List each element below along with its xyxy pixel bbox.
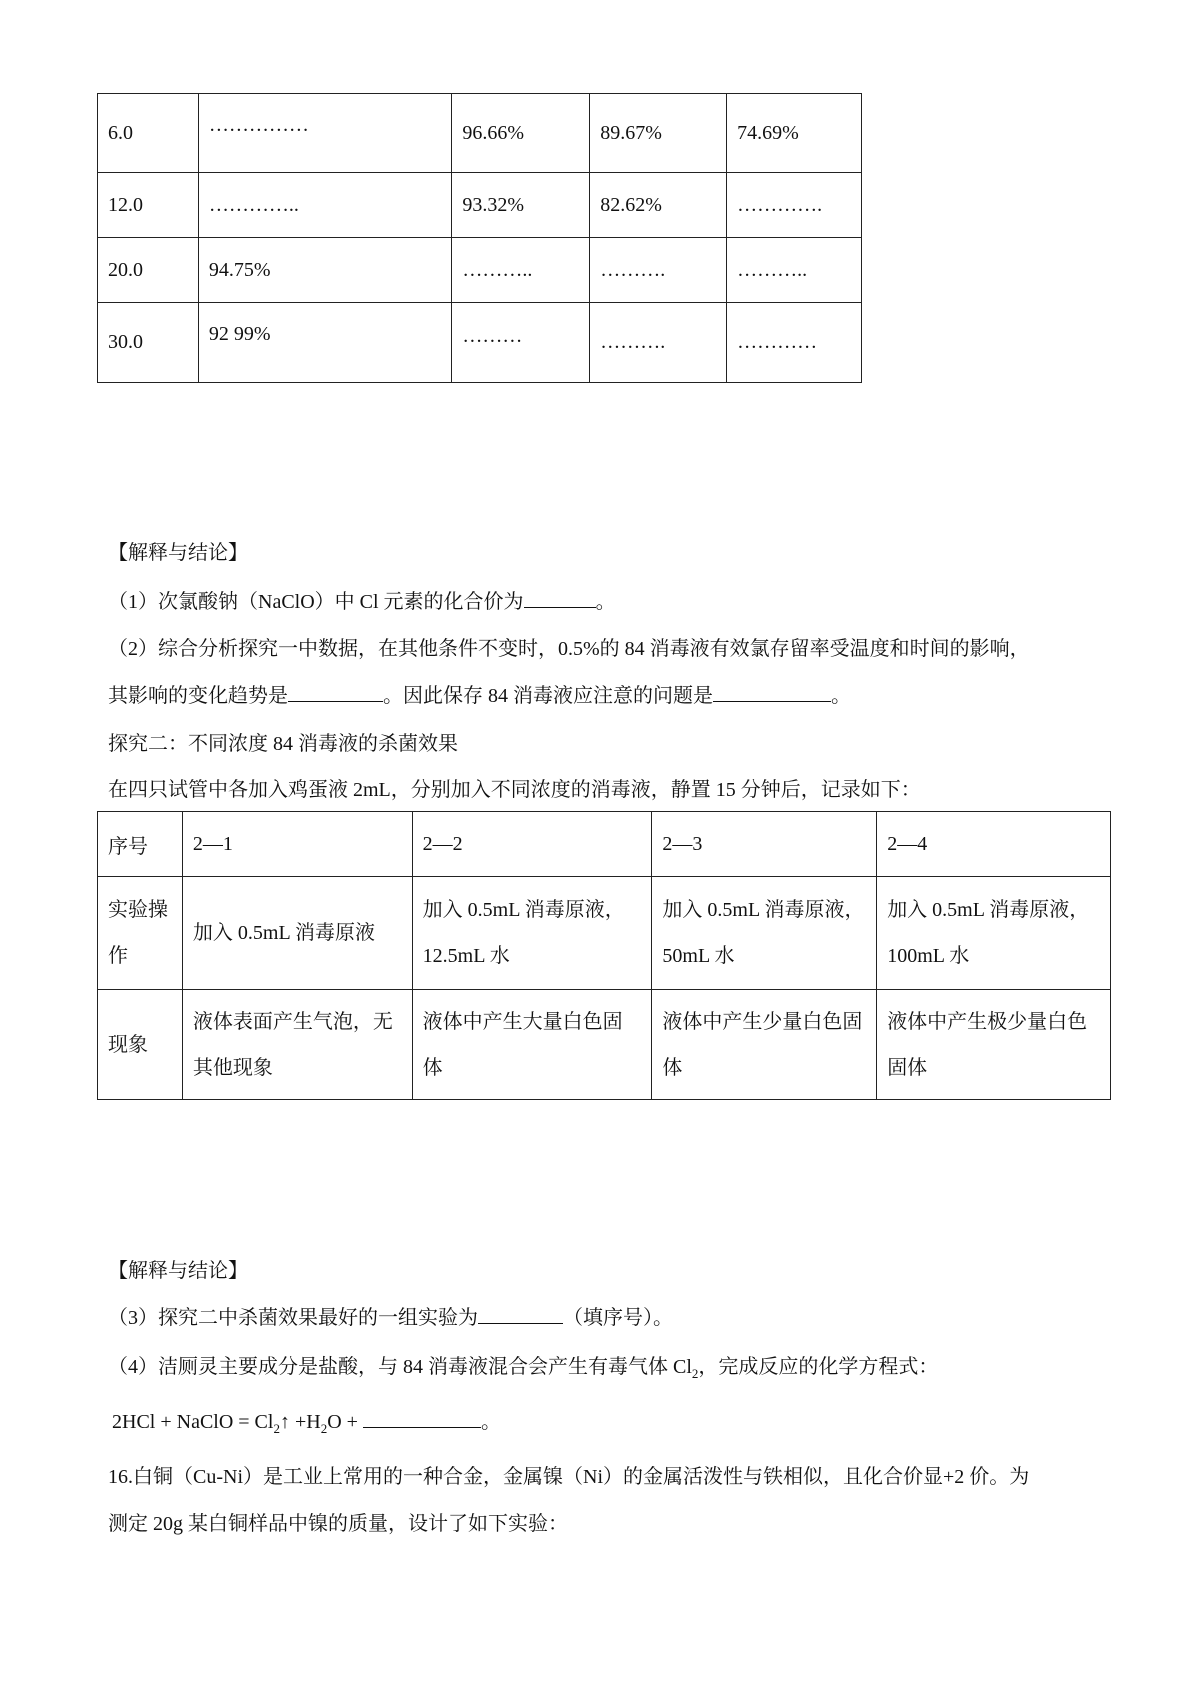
cell: ………….. xyxy=(198,173,452,238)
table-row xyxy=(98,303,862,383)
question-3 xyxy=(108,1301,673,1330)
answer-blank[interactable] xyxy=(288,683,383,702)
cell: 2—4 xyxy=(877,812,1111,877)
answer-blank[interactable] xyxy=(524,589,596,608)
cell: 加入 0.5mL 消毒原液，12.5mL 水 xyxy=(412,877,652,990)
cell: 液体中产生大量白色固体 xyxy=(412,990,652,1100)
question-16-line2: 测定 20g 某白铜样品中镍的质量，设计了如下实验： xyxy=(108,1513,568,1535)
table-row xyxy=(98,877,1111,990)
equation-part: ↑ +H xyxy=(279,1411,321,1433)
cell: 实验操作 xyxy=(98,877,183,990)
section-heading: 【解释与结论】 xyxy=(108,1260,248,1282)
table-row xyxy=(98,238,862,303)
cell: 6.0 xyxy=(98,94,199,173)
cell: 89.67% xyxy=(590,94,727,173)
cell: 液体中产生极少量白色固体 xyxy=(877,990,1111,1100)
table-row xyxy=(98,94,862,173)
cell: 2—1 xyxy=(182,812,412,877)
cell: 20.0 xyxy=(98,238,199,303)
cell: 30.0 xyxy=(98,303,199,383)
period: 。 xyxy=(831,685,851,707)
cell: ………… xyxy=(727,303,862,383)
subscript: 2 xyxy=(691,1366,699,1381)
cell: …………. xyxy=(727,173,862,238)
question-text: （填序号）。 xyxy=(563,1307,673,1329)
cell: 96.66% xyxy=(452,94,590,173)
cell: ……….. xyxy=(452,238,590,303)
question-2-line1: （2）综合分析探究一中数据，在其他条件不变时，0.5%的 84 消毒液有效氯存留率受温度和时间的影响， xyxy=(108,638,1030,660)
question-text: 其影响的变化趋势是 xyxy=(108,685,288,707)
equation-part: O + xyxy=(327,1411,363,1433)
question-text: （1）次氯酸钠（NaClO）中 Cl 元素的化合价为 xyxy=(108,591,524,613)
answer-blank[interactable] xyxy=(713,683,831,702)
cell: 74.69% xyxy=(727,94,862,173)
cell: ………. xyxy=(590,238,727,303)
cell: 12.0 xyxy=(98,173,199,238)
cell: 2—3 xyxy=(652,812,877,877)
cell: ………. xyxy=(590,303,727,383)
cell: 92 99% xyxy=(198,303,452,383)
chemical-equation xyxy=(112,1405,501,1437)
table-row xyxy=(98,173,862,238)
cell: 现象 xyxy=(98,990,183,1100)
equation-part: 2HCl + NaClO = Cl xyxy=(112,1411,274,1433)
question-text: 。因此保存 84 消毒液应注意的问题是 xyxy=(383,685,713,707)
question-text: ，完成反应的化学方程式： xyxy=(698,1356,939,1378)
cell: 2—2 xyxy=(412,812,652,877)
cell: …………… xyxy=(198,94,452,173)
question-text: （4）洁厕灵主要成分是盐酸，与 84 消毒液混合会产生有毒气体 Cl xyxy=(108,1356,692,1378)
cell: 液体表面产生气泡，无其他现象 xyxy=(182,990,412,1100)
explore2-title: 探究二：不同浓度 84 消毒液的杀菌效果 xyxy=(108,733,458,755)
cell: 加入 0.5mL 消毒原液，50mL 水 xyxy=(652,877,877,990)
cell: ……….. xyxy=(727,238,862,303)
retention-table xyxy=(97,93,862,383)
question-2-line2 xyxy=(108,679,851,708)
answer-blank[interactable] xyxy=(478,1305,563,1324)
explore2-description: 在四只试管中各加入鸡蛋液 2mL，分别加入不同浓度的消毒液，静置 15 分钟后，记录如下： xyxy=(108,779,921,801)
cell: ……… xyxy=(452,303,590,383)
cell: 加入 0.5mL 消毒原液，100mL 水 xyxy=(877,877,1111,990)
sterilization-table xyxy=(97,811,1111,1100)
period: 。 xyxy=(480,1411,501,1433)
answer-blank[interactable] xyxy=(363,1409,481,1428)
question-text: （3）探究二中杀菌效果最好的一组实验为 xyxy=(108,1307,478,1329)
subscript: 2 xyxy=(273,1421,280,1436)
cell: 加入 0.5mL 消毒原液 xyxy=(182,877,412,990)
subscript: 2 xyxy=(320,1421,328,1436)
cell: 序号 xyxy=(98,812,183,877)
cell: 82.62% xyxy=(590,173,727,238)
cell: 液体中产生少量白色固体 xyxy=(652,990,877,1100)
question-4 xyxy=(108,1350,938,1382)
cell: 94.75% xyxy=(198,238,452,303)
table-row xyxy=(98,812,1111,877)
question-16-line1: 16.白铜（Cu-Ni）是工业上常用的一种合金，金属镍（Ni）的金属活泼性与铁相似，且化合价显+2 价。为 xyxy=(108,1466,1030,1488)
section-heading: 【解释与结论】 xyxy=(108,542,248,564)
cell: 93.32% xyxy=(452,173,590,238)
period: 。 xyxy=(595,591,616,613)
table-row xyxy=(98,990,1111,1100)
question-1 xyxy=(108,585,616,614)
